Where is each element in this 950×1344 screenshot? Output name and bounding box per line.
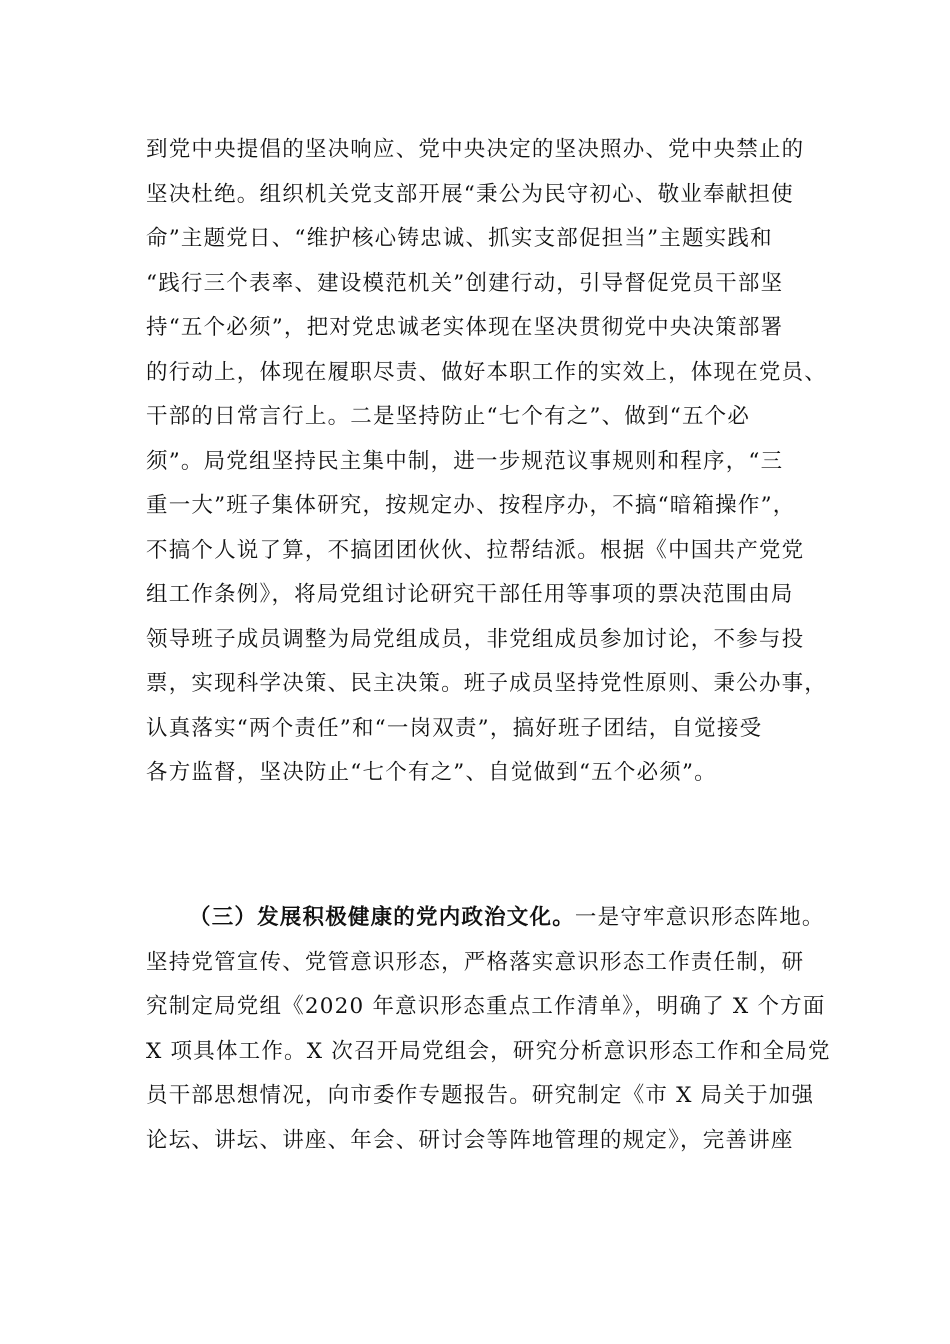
- text-line: 须”。局党组坚持民主集中制，进一步规范议事规则和程序，“三: [146, 448, 784, 474]
- text-line: 票，实现科学决策、民主决策。班子成员坚持党性原则、秉公办事，: [146, 671, 828, 696]
- text-line: 的行动上，体现在履职尽责、做好本职工作的实效上，体现在党员、: [146, 359, 828, 385]
- text-line: 命”主题党日、“维护核心铸忠诚、抓实支部促担当”主题实践和: [146, 226, 773, 251]
- text-line: 干部的日常言行上。二是坚持防止“七个有之”、做到“五个必: [146, 404, 751, 429]
- text-line: 员干部思想情况，向市委作专题报告。研究制定《市 X 局关于加强: [146, 1083, 815, 1108]
- text-line: X 项具体工作。X 次召开局党组会，研究分析意识形态工作和全局党: [146, 1038, 831, 1064]
- text-line: 领导班子成员调整为局党组成员，非党组成员参加讨论，不参与投: [146, 626, 805, 652]
- paragraph-2-first-line: [146, 896, 825, 941]
- text-line: 坚持党管宣传、党管意识形态，严格落实意识形态工作责任制，研: [146, 949, 805, 975]
- section-heading: （三）发展积极健康的党内政治文化。: [189, 905, 575, 930]
- text-line: “践行三个表率、建设模范机关”创建行动，引导督促党员干部坚: [146, 270, 784, 296]
- text-line: 坚决杜绝。组织机关党支部开展“秉公为民守初心、敬业奉献担使: [146, 181, 794, 207]
- paragraph-2: [146, 896, 831, 1163]
- text-line: 组工作条例》，将局党组讨论研究干部任用等事项的票决范围由局: [146, 582, 794, 607]
- text-line: 到党中央提倡的坚决响应、党中央决定的坚决照办、党中央禁止的: [146, 137, 805, 162]
- text-line: 不搞个人说了算，不搞团团伙伙、拉帮结派。根据《中国共产党党: [146, 537, 805, 563]
- text-line: 各方监督，坚决防止“七个有之”、自觉做到“五个必须”。: [146, 760, 717, 785]
- paragraph-1: [146, 128, 828, 796]
- text-line: 论坛、讲坛、讲座、年会、研讨会等阵地管理的规定》，完善讲座: [146, 1127, 794, 1153]
- text-fragment: 一是守牢意识形态阵地。: [574, 905, 825, 930]
- text-line: 究制定局党组《2020 年意识形态重点工作清单》，明确了 X 个方面: [146, 994, 826, 1019]
- text-line: 认真落实“两个责任”和“一岗双责”，搞好班子团结，自觉接受: [146, 715, 763, 741]
- text-line: 持“五个必须”，把对党忠诚老实体现在坚决贯彻党中央决策部署: [146, 315, 784, 340]
- text-line: 重一大”班子集体研究，按规定办、按程序办，不搞“暗箱操作”，: [146, 493, 796, 518]
